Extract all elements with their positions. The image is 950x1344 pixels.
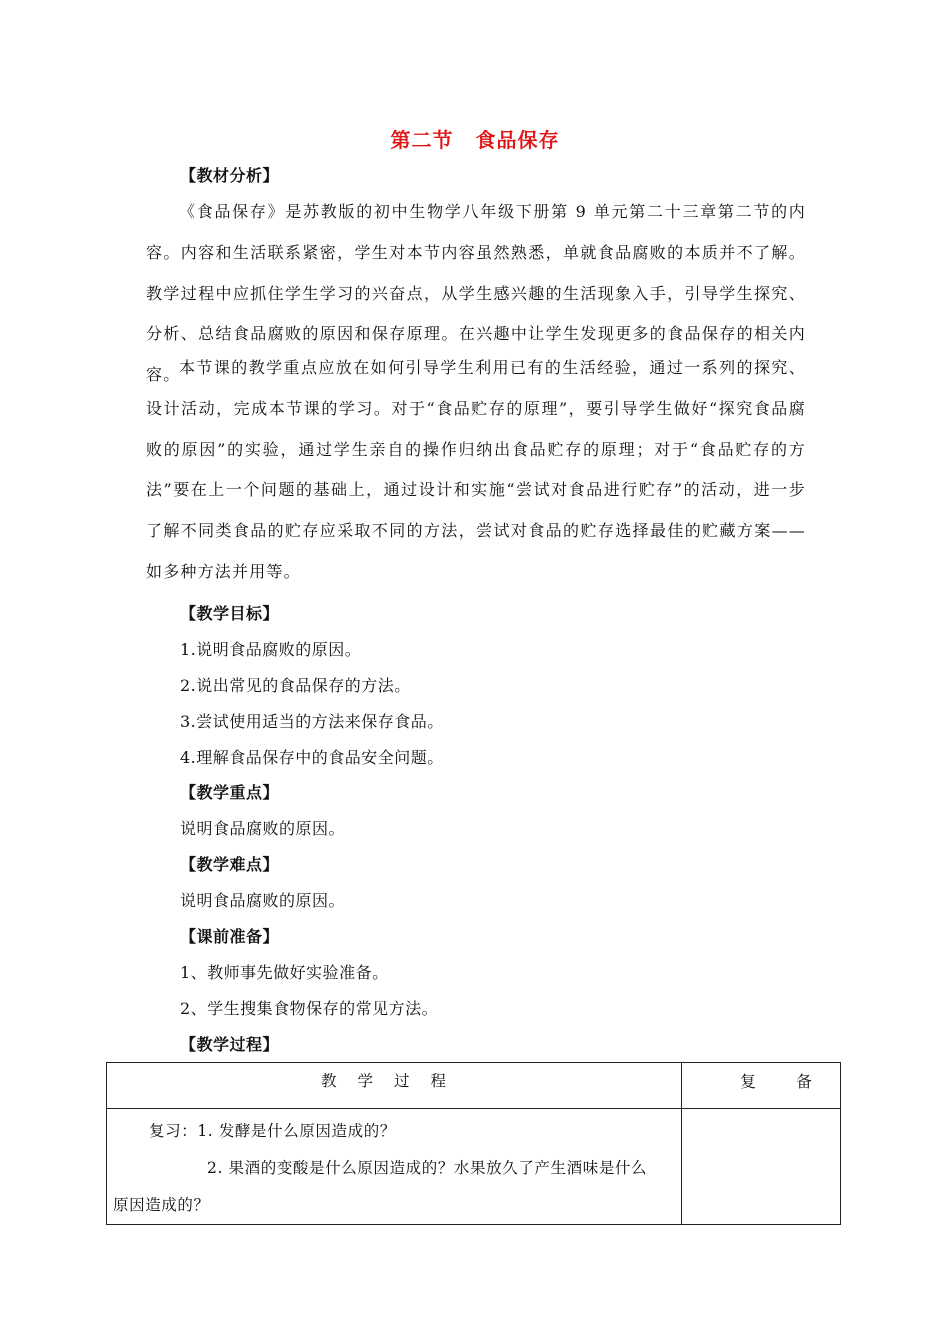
review-question-2: 2. 果酒的变酸是什么原因造成的？水果放久了产生酒味是什么 — [207, 1159, 648, 1177]
header-teaching-process-label: 教学过程 — [320, 1072, 467, 1090]
header-review-prep — [682, 1063, 841, 1109]
title-section-number: 第二节 — [390, 128, 454, 152]
table-row — [107, 1109, 841, 1225]
title-topic: 食品保存 — [475, 128, 560, 152]
review-question-1-text: 1. 发酵是什么原因造成的？ — [197, 1122, 396, 1140]
heading-preparation: 【课前准备】 — [180, 927, 280, 946]
analysis-paragraph-2: 本节课的教学重点应放在如何引导学生利用已有的生活经验，通过一系列的探究、设计活动，完成本节课的学习。对于“食品贮存的原理”，要引导学生做好“探究食品腐败的原因”的实验，通过学生亲自的操作归纳出食品贮存的原理；对于“食品贮存的方法”要在上一个问题的基础上，通过设计和实施“尝试对食品进行贮存”的活动，进一步了解不同类食品的贮存应采取不同的方法，尝试对食品的贮存选择最佳的贮藏方案——如多种方法并用等。 — [146, 358, 806, 581]
notes-cell — [682, 1109, 841, 1225]
heading-key-point: 【教学重点】 — [180, 783, 280, 802]
analysis-paragraph-1: 《食品保存》是苏教版的初中生物学八年级下册第 9 单元第二十三章第二节的内容。内容和生活联系紧密，学生对本节内容虽然熟悉，单就食品腐败的本质并不了解。教学过程中应抓住学生学习的兴奋点，从学生感兴趣的生活现象入手，引导学生探究、分析、总结食品腐败的原因和保存原理。在兴趣中让学生发现更多的食品保存的相关内容。 — [146, 202, 806, 385]
goal-item-4: 4.理解食品保存中的食品安全问题。 — [180, 748, 444, 767]
page-title — [0, 124, 950, 153]
teaching-process-table — [106, 1062, 841, 1225]
table-header-row — [107, 1063, 841, 1109]
review-label: 复习： — [149, 1122, 198, 1140]
review-cell — [107, 1109, 682, 1225]
heading-process: 【教学过程】 — [180, 1035, 280, 1054]
heading-analysis: 【教材分析】 — [180, 166, 280, 185]
key-point-text: 说明食品腐败的原因。 — [180, 819, 346, 838]
difficulty-text: 说明食品腐败的原因。 — [180, 891, 346, 910]
preparation-item-1: 1、教师事先做好实验准备。 — [180, 963, 389, 982]
review-question-2-continued: 原因造成的？ — [113, 1196, 210, 1214]
goal-item-2: 2.说出常见的食品保存的方法。 — [180, 676, 411, 695]
header-side-char-2: 备 — [796, 1072, 813, 1091]
preparation-item-2: 2、学生搜集食物保存的常见方法。 — [180, 999, 439, 1018]
heading-difficulty: 【教学难点】 — [180, 855, 280, 874]
header-side-char-1: 复 — [740, 1072, 757, 1091]
goal-item-3: 3.尝试使用适当的方法来保存食品。 — [180, 712, 444, 731]
goal-item-1: 1.说明食品腐败的原因。 — [180, 640, 362, 659]
header-teaching-process — [107, 1063, 682, 1109]
review-question-1 — [113, 1113, 675, 1150]
heading-goals: 【教学目标】 — [180, 604, 280, 623]
